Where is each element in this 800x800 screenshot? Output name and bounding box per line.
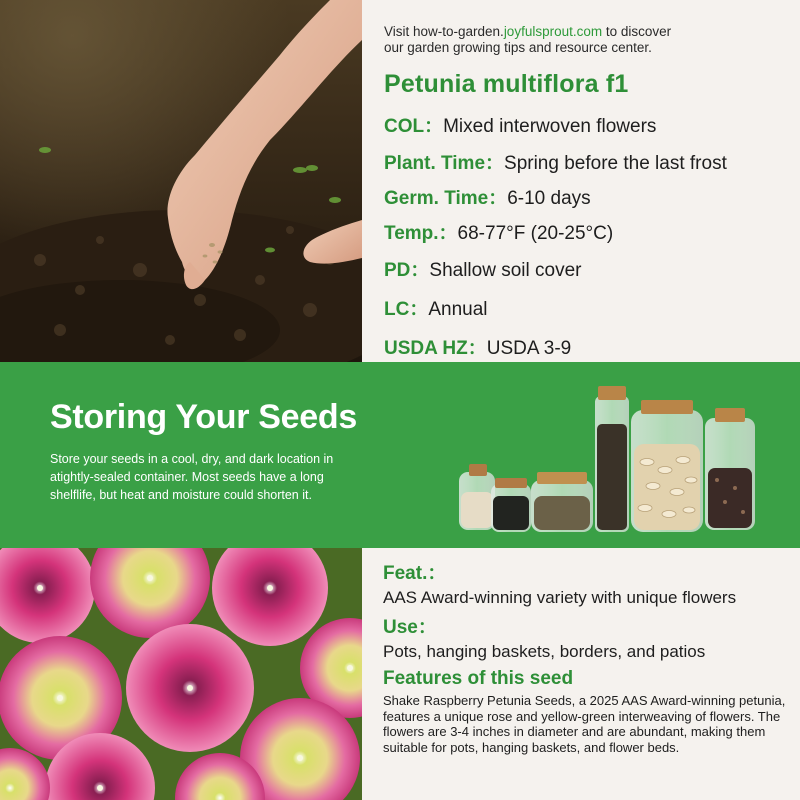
spec-key: Germ. Time： — [384, 188, 508, 209]
use-value: Pots, hanging baskets, borders, and patios — [383, 642, 706, 661]
top-section — [0, 0, 800, 362]
petunia-flowers-photo — [0, 548, 362, 800]
visit-text-suffix: to discover — [602, 24, 672, 39]
product-title: Petunia multiflora f1 — [384, 70, 629, 98]
storing-seeds-banner — [0, 362, 800, 548]
seed-jars-illustration — [455, 384, 765, 534]
spec-value: Shallow soil cover — [429, 260, 582, 281]
spec-value: Spring before the last frost — [504, 153, 727, 174]
spec-temperature — [384, 218, 794, 245]
feat-value: AAS Award-winning variety with unique flowers — [383, 588, 737, 607]
spec-key: Temp.： — [384, 223, 458, 244]
spec-plant-time — [384, 148, 794, 175]
spec-germ-time — [384, 183, 794, 210]
spec-color — [384, 111, 794, 138]
spec-value: 6-10 days — [507, 188, 591, 209]
spec-life-cycle — [384, 294, 794, 321]
spec-key: PD： — [384, 260, 430, 281]
feat-label: Feat.： — [383, 563, 447, 584]
spec-usda-zone — [384, 333, 794, 360]
storing-text: Store your seeds in a cool, dry, and dark location in atightly-sealed container. Most seeds have a long shelflife, but heat and moisture could shorten it. — [50, 452, 334, 502]
spec-value: 68-77°F (20-25°C) — [457, 223, 614, 244]
spec-value: Mixed interwoven flowers — [443, 116, 657, 137]
website-link[interactable]: joyfulsprout.com — [503, 24, 603, 39]
spec-value: USDA 3-9 — [486, 338, 572, 359]
visit-text-line2: our garden growing tips and resource center. — [384, 40, 652, 55]
storing-title: Storing Your Seeds — [50, 398, 357, 436]
petunia-flowers-illustration — [0, 548, 362, 800]
bottom-section — [0, 548, 800, 800]
spec-key: LC： — [384, 299, 429, 320]
spec-planting-depth — [384, 255, 794, 282]
spec-key: Plant. Time： — [384, 153, 505, 174]
use-label: Use： — [383, 617, 437, 638]
visit-notice — [384, 24, 794, 56]
details-panel — [383, 562, 793, 755]
features-label: Features of this seed — [383, 668, 574, 689]
spec-key: USDA HZ： — [384, 338, 487, 359]
visit-text-prefix: Visit how-to-garden. — [384, 24, 504, 39]
product-info-panel — [384, 24, 794, 360]
spec-key: COL： — [384, 116, 444, 137]
features-text: Shake Raspberry Petunia Seeds, a 2025 AAS Award-winning petunia, features a unique rose and yellow-green interweaving of flowers. The flowers are 3-4 inches in diameter and are abundant, making them suitable for pots, hanging baskets, and flower beds. — [383, 693, 786, 755]
soil-hand-illustration — [0, 0, 362, 362]
spec-value: Annual — [428, 299, 488, 320]
soil-sowing-photo — [0, 0, 362, 362]
